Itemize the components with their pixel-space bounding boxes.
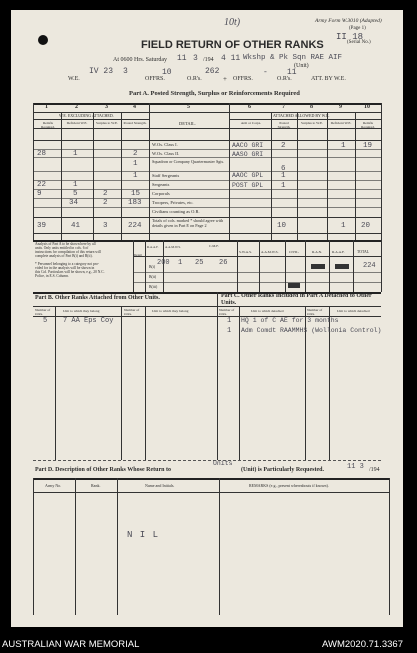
document-sheet (11, 10, 403, 627)
subheader-surplus: Surplus to W.E. (96, 121, 118, 125)
analysis-text-1: Analysis of Part A to be shown here by all (35, 242, 96, 246)
subheader-deficient: Deficient W.E. (66, 121, 88, 125)
col-number-1: 1 (45, 104, 48, 110)
detail-totals-note: Totals of cols. marked * should agree with details given in Part E on Page 2 (152, 218, 224, 228)
part-b-title: Part B. Other Ranks Attached from Other Units. (35, 295, 160, 301)
col-number-8: 8 (310, 104, 313, 110)
row3-arm: AASO GRI (232, 151, 264, 158)
detail-corporals: Corporals (152, 191, 170, 196)
analysis-value-4: 26 (219, 259, 228, 267)
row2-arm: AACO GRI (232, 142, 264, 149)
row6-posted: 183 (128, 199, 142, 207)
part-c-row1-num: 1 (227, 317, 232, 325)
total-surplus: 3 (103, 222, 108, 230)
punch-hole (38, 35, 48, 45)
analysis-header-raaf2: R.A.A.F. (332, 250, 345, 254)
return-year: 4 11 (221, 54, 241, 63)
redaction-block-3 (335, 264, 349, 269)
detail-qm-sgts: Squadron or Company Quartermaster Sgts. (152, 159, 225, 164)
col-number-3: 3 (105, 104, 108, 110)
detail-wo-class-2: W.Os. Class II. (152, 151, 180, 156)
analysis-total-value: 224 (363, 262, 376, 270)
row6-deficient: 34 (69, 199, 79, 207)
analysis-header-civil: CIVIL. (289, 250, 300, 254)
analysis-value-1: 200 (157, 259, 170, 267)
total-posted: 224 (128, 222, 142, 230)
part-d-header-army-no: Army No. (45, 483, 62, 488)
we-label: W.E. (68, 76, 80, 82)
detail-staff-sergeants: Staff Sergeants (152, 173, 180, 178)
analysis-header-raaf: R.A.A.F. (147, 245, 159, 249)
analysis-header-ran: R.A.N. (312, 250, 323, 254)
page-title: FIELD RETURN OF OTHER RANKS (141, 39, 324, 51)
form-reference: Army Form W.3010 (Adapted) (315, 18, 382, 24)
part-b-header-unit2: Unit to which they belong (152, 309, 189, 313)
analysis-text-5: * Personnel belonging to a category not pro- (35, 262, 99, 266)
analysis-value-2: 1 (178, 259, 183, 267)
part-b-header-num1: Number of O.Rs. (35, 308, 51, 316)
subheader-att-posted: Posted Strength. (277, 121, 291, 129)
part-a-title: Part A. Posted Strength, Surplus or Reinforcements Required (129, 90, 300, 97)
col-number-9: 9 (339, 104, 342, 110)
analysis-value-3: 25 (195, 259, 204, 267)
part-d-header-rank: Rank. (91, 483, 101, 488)
analysis-row-bii: B(ii) (149, 275, 157, 279)
analysis-text-6: vided for in the analysis will be shown in (35, 266, 95, 270)
at-line-label: At 0600 Hrs. Saturday (113, 57, 167, 63)
redaction-block-1 (288, 283, 300, 288)
analysis-row-bi: B(i) (149, 265, 156, 269)
row3-att-posted: 6 (281, 165, 286, 173)
ors2-label: O.R's. (277, 76, 292, 82)
subheader-reinfts: Reinfts Required. (41, 121, 55, 129)
row4-posted: 1 (133, 172, 138, 180)
return-month: 3 (193, 54, 198, 63)
return-day: 11 (177, 54, 187, 63)
row2-att-deficient: 1 (341, 142, 346, 150)
analysis-text-3: instructions for compilation of this return will (35, 250, 101, 254)
col-number-5: 5 (187, 104, 190, 110)
offrs-value: 10 (162, 68, 172, 77)
part-d-year-suffix: /194 (369, 467, 380, 473)
row3-posted: 1 (133, 160, 138, 168)
part-c-title: Part C. Other Ranks Included in Part A Detached to Other Units. (221, 293, 372, 306)
row5-att-posted: 1 (281, 182, 286, 190)
subheader-att-surplus: Surplus to W.E. (301, 121, 323, 125)
row5-deficient: 5 (73, 190, 78, 198)
part-c-row2-num: 1 (227, 327, 232, 335)
col-number-7: 7 (282, 104, 285, 110)
part-d-title-b: (Unit) is Particularly Requested. (241, 467, 324, 473)
subheader-posted: Posted Strength. (123, 121, 147, 125)
redaction-block-2 (311, 264, 325, 269)
detail-header: DETAIL. (179, 121, 197, 126)
year-prefix: /194 (203, 57, 214, 63)
subheader-att-deficient: Deficient W.E. (330, 121, 352, 125)
row4-reinfts: 22 (37, 181, 47, 189)
serial-number-handwritten: II 18 (336, 32, 364, 42)
analysis-header-total: TOTAL (357, 250, 370, 254)
analysis-text-8: Police, in E.S. Column. (35, 274, 69, 278)
part-b-row1-num: 5 (43, 317, 48, 325)
part-c-row2-unit: Adm Comdt RAAMMHS (Wollonia Control) (241, 327, 382, 334)
analysis-text-7: this Col. Particulars will be shown, e.g., 20 N.C. (35, 270, 105, 274)
row2-att-reinfts: 19 (363, 142, 373, 150)
page-number: (Page 1) (349, 26, 366, 31)
analysis-header-aamws2: A.A.M.W.S. (261, 250, 279, 254)
analysis-header-swas: S.W.A.S. (239, 250, 252, 254)
we-excluding-header: W.E. EXCLUDING ATTACHED. (59, 113, 114, 118)
part-b-header-unit1: Unit to which they belong (63, 309, 100, 313)
caption-institution: AUSTRALIAN WAR MEMORIAL (2, 639, 140, 650)
row5-posted: 15 (131, 190, 141, 198)
col-number-10: 10 (364, 104, 370, 110)
plus-sign: + (223, 75, 227, 83)
row5-surplus: 2 (103, 190, 108, 198)
att-label: ATT. BY W.E. (311, 76, 346, 82)
ors-value: 262 (205, 67, 220, 76)
subheader-att-reinfts: Reinfts Required. (361, 121, 375, 129)
caption-accession: AWM2020.71.3367 (322, 639, 403, 650)
att-offrs-value: - (263, 68, 268, 77)
total-reinfts: 39 (37, 222, 47, 230)
unit-name-handwritten: Wkshp & Pk Sqn RAE AIF (243, 54, 343, 62)
row2-reinfts: 28 (37, 150, 47, 158)
analysis-text-2: units. Only units entitled in cols. 6 of (35, 246, 89, 250)
row5-arm: POST GPL (232, 182, 264, 189)
part-b-row1-unit: 7 AA Eps Coy (63, 317, 114, 325)
total-att-reinfts: 20 (361, 222, 371, 230)
we-value: IV 23 (89, 67, 114, 76)
total-att-deficient: 1 (341, 222, 346, 230)
row4-att-posted: 1 (281, 172, 286, 180)
part-c-header-num2: Number of O.Rs. (307, 308, 323, 316)
col-number-2: 2 (75, 104, 78, 110)
part-b-header-num2: Number of O.Rs. (124, 308, 140, 316)
detail-wo-class-1: W.Os. Class I. (152, 142, 178, 147)
part-d-header-name: Name and Initials. (145, 483, 175, 488)
ors-label: O.R's. (187, 76, 202, 82)
offrs-label: OFFRS. (145, 76, 165, 82)
detail-sergeants: Sergeants (152, 182, 170, 187)
row5-reinfts: 9 (37, 190, 42, 198)
col-number-4: 4 (133, 104, 136, 110)
part-d-unit-handwritten: Units (213, 460, 233, 467)
attached-header: ATTACHED ALLOWED BY W.E. (273, 113, 330, 118)
att-ors-value: 11 (287, 68, 297, 77)
row6-surplus: 2 (103, 199, 108, 207)
part-d-title-a: Part D. Description of Other Ranks Whose Return to (35, 467, 171, 473)
analysis-header-cmf: C.M.F. (209, 244, 219, 248)
total-deficient: 41 (71, 222, 81, 230)
total-att-posted: 10 (277, 222, 287, 230)
part-c-header-unit2: Unit to which detached (337, 309, 370, 313)
offrs2-label: OFFRS. (233, 76, 253, 82)
row2-deficient: 1 (73, 150, 78, 158)
we-number: 3 (123, 67, 128, 76)
col-number-6: 6 (248, 104, 251, 110)
row4-arm: AAOC GPL (232, 172, 264, 179)
handwritten-note-top: 10t) (224, 17, 241, 28)
row4-deficient: 1 (73, 181, 78, 189)
analysis-text-4: complete analysis of Part B(i) and B(ii). (35, 254, 93, 258)
part-d-nil: N I L (127, 530, 160, 540)
part-c-header-unit1: Unit to which detached (251, 309, 284, 313)
part-c-row1-unit: HQ 1 of C AE for 3 months (241, 317, 339, 324)
subheader-arm-corps: Arm or Corps. (240, 121, 262, 125)
part-d-header-remarks: REMARKS (e.g., present whereabouts if known). (249, 483, 329, 488)
part-c-header-num1: Number of O.Rs. (219, 308, 235, 316)
analysis-header-detail: Detail (134, 253, 142, 257)
separator-dashed (33, 460, 381, 461)
detail-civilians: Civilians counting as O.R. (152, 209, 200, 214)
row2-att-posted: 2 (281, 142, 286, 150)
serial-label: (Serial No.) (347, 40, 371, 45)
analysis-row-biii: B(iii) (149, 285, 158, 289)
analysis-header-aamws: A.A.M.W.S. (165, 245, 181, 249)
unit-label: (Unit) (294, 63, 309, 69)
row2-posted: 2 (133, 150, 138, 158)
part-d-date-handwritten: 11 3 (347, 463, 364, 471)
detail-troopers: Troopers, Privates, etc. (152, 200, 194, 205)
